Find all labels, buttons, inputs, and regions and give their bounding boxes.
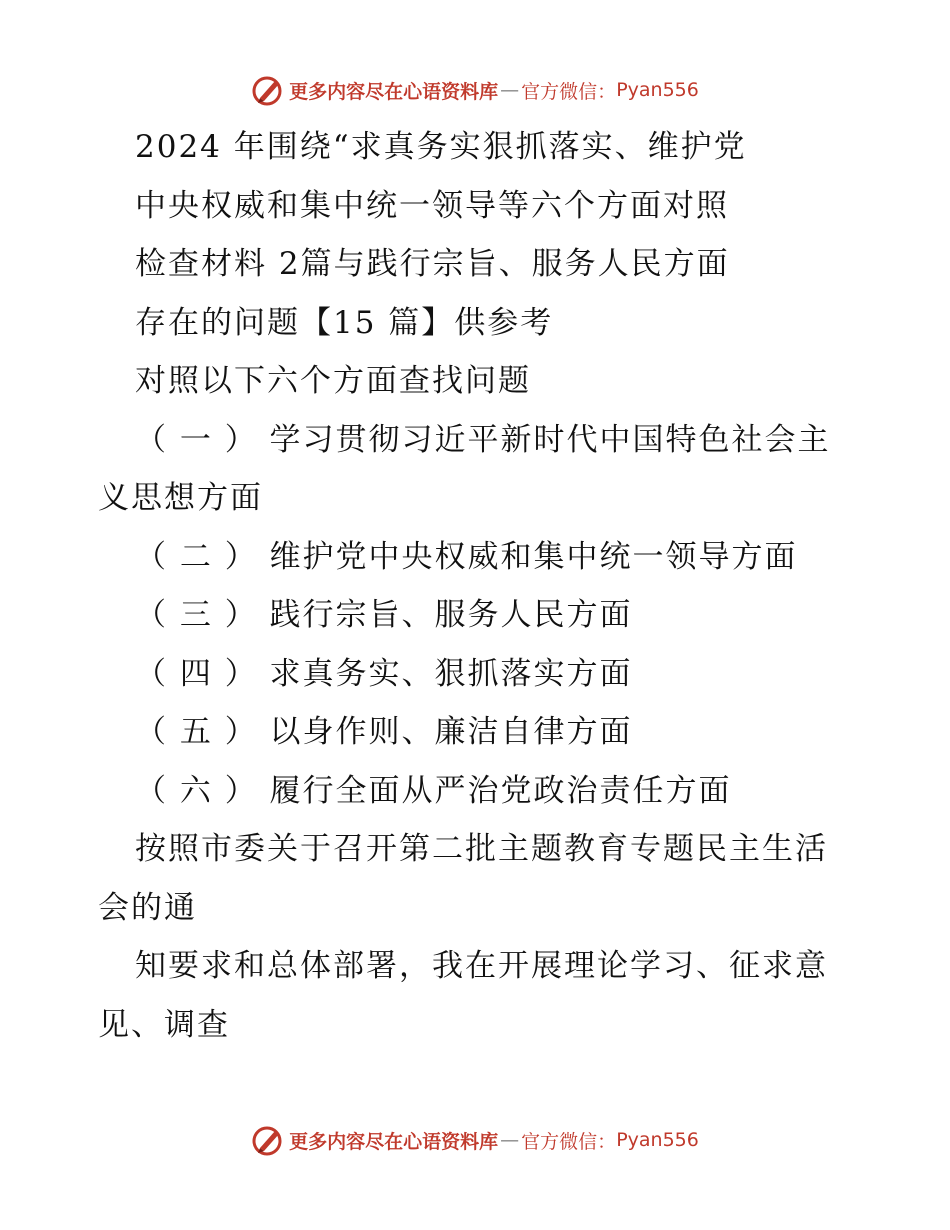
title-line-2: 中央权威和集中统一领导等六个方面对照 xyxy=(135,187,729,224)
list-item-5: （ 五 ） 以身作则、廉洁自律方面 xyxy=(135,714,633,750)
pen-circle-icon xyxy=(251,73,285,107)
watermark-site-text: 更多内容尽在心语资料库 xyxy=(289,1130,499,1153)
title-line-4: 存在的问题【15 篇】供参考 xyxy=(135,304,554,341)
document-body xyxy=(98,118,868,1054)
watermark-site-text: 更多内容尽在心语资料库 xyxy=(289,80,499,103)
watermark-separator: — xyxy=(500,1129,520,1151)
list-item-4: （ 四 ） 求真务实、狠抓落实方面 xyxy=(135,655,633,692)
list-item-2: （ 二 ） 维护党中央权威和集中统一领导方面 xyxy=(135,538,798,575)
watermark-wechat-label: 官方微信： xyxy=(521,80,617,103)
watermark-separator: — xyxy=(500,79,520,101)
watermark-banner-bottom xyxy=(0,1120,950,1160)
paragraph-line: 对照以下六个方面查找问题 xyxy=(135,363,531,399)
watermark-banner-top xyxy=(0,70,950,110)
paragraph-line: 知要求和总体部署，我在开展理论学习、征求意 xyxy=(135,948,828,984)
list-item-1: （ 一 ） 学习贯彻习近平新时代中国特色社会主 xyxy=(135,421,831,458)
paragraph-line: 按照市委关于召开第二批主题教育专题民主生活 xyxy=(135,831,828,867)
watermark-wechat-id: Pyan556 xyxy=(616,1129,699,1151)
list-item-3: （ 三 ） 践行宗旨、服务人民方面 xyxy=(135,597,633,633)
pen-circle-icon xyxy=(251,1123,285,1157)
title-line-1: 2024 年围绕“求真务实狠抓落实、维护党 xyxy=(135,129,747,165)
list-item-1-continued: 义思想方面 xyxy=(98,480,263,516)
title-line-3: 检查材料 2篇与践行宗旨、服务人民方面 xyxy=(135,246,730,282)
watermark-wechat-id: Pyan556 xyxy=(616,79,699,101)
paragraph-line-continued: 会的通 xyxy=(98,889,197,926)
paragraph-line-continued: 见、调查 xyxy=(98,1006,230,1043)
watermark-wechat-label: 官方微信： xyxy=(521,1130,617,1153)
list-item-6: （ 六 ） 履行全面从严治党政治责任方面 xyxy=(135,772,732,809)
